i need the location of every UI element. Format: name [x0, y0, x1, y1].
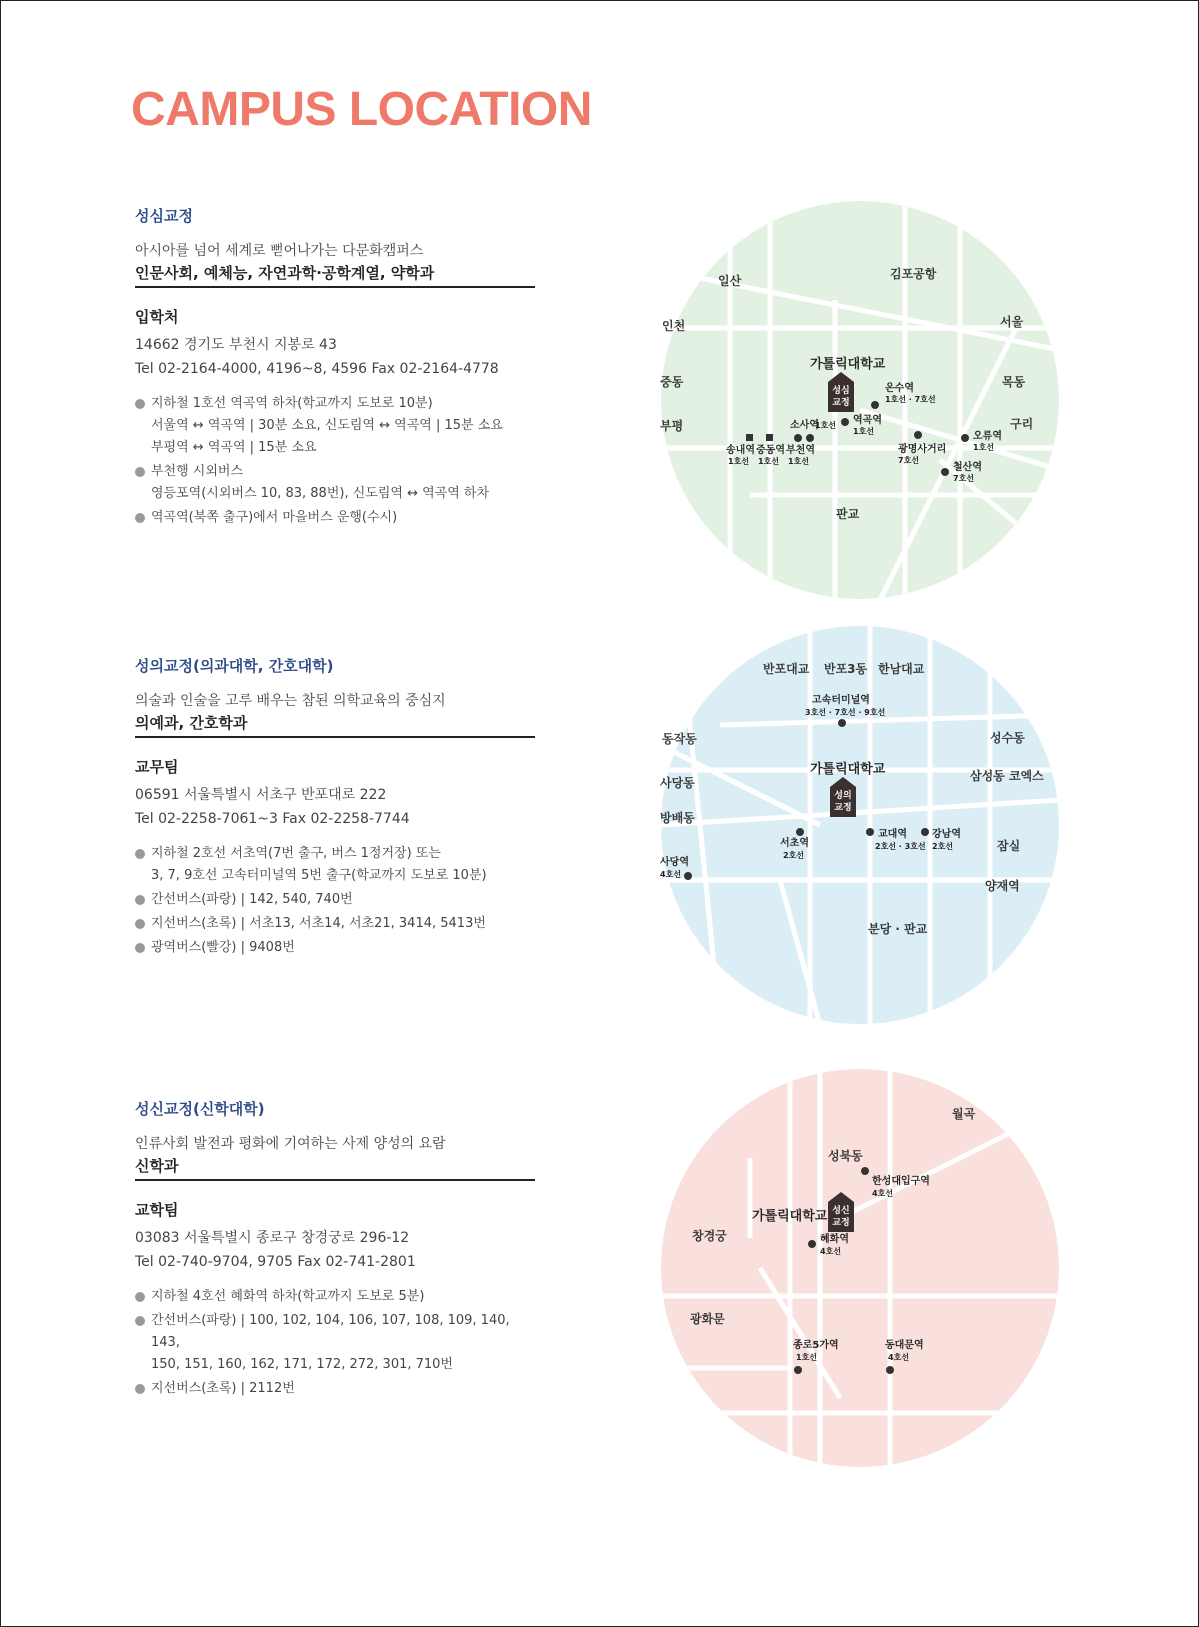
station-dot	[921, 828, 929, 836]
station-dot	[871, 401, 879, 409]
map-background	[661, 626, 1059, 1024]
place-label: 판교	[836, 507, 860, 521]
transport-item	[135, 913, 535, 935]
place-label: 구리	[1010, 417, 1034, 431]
station-name: 혜화역	[820, 1234, 849, 1245]
transport-main: 지하철 2호선 서초역(7번 출구, 버스 1정거장) 또는	[151, 846, 441, 861]
place-label: 인천	[662, 319, 686, 333]
place-label: 반포3동	[824, 662, 868, 676]
station-line: 7호선	[898, 456, 920, 465]
transport-main: 지하철 4호선 혜화역 하차(학교까지 도보로 5분)	[151, 1289, 425, 1304]
map-background	[661, 1069, 1059, 1467]
campus-description: 아시아를 넘어 세계로 뻗어나가는 다문화캠퍼스	[135, 243, 424, 259]
station-name: 부천역	[786, 445, 815, 456]
campus-name: 성심교정	[135, 207, 193, 225]
station-line: 1호선	[728, 457, 750, 466]
station-line: 1호선	[758, 457, 780, 466]
map-seongsin	[660, 1068, 1060, 1468]
campus-map-label: 가톨릭대학교	[810, 357, 886, 372]
station-line: 4호선	[660, 870, 682, 879]
place-label: 잠실	[997, 839, 1021, 853]
station-line: 7호선	[953, 474, 975, 483]
station-name: 서초역	[780, 838, 809, 849]
transport-main: 지선버스(초록) | 서초13, 서초14, 서초21, 3414, 5413번	[151, 916, 486, 931]
office-address: 06591 서울특별시 서초구 반포대로 222	[135, 787, 387, 803]
transport-list	[135, 393, 535, 529]
station-name: 철산역	[953, 462, 982, 473]
office-contact: Tel 02-740-9704, 9705 Fax 02-741-2801	[135, 1254, 416, 1270]
station-dot	[794, 434, 802, 442]
place-label: 일산	[718, 274, 742, 288]
transport-item	[135, 1310, 535, 1376]
place-label: 방배동	[660, 811, 695, 825]
transport-item	[135, 393, 535, 459]
station-dot	[808, 1240, 816, 1248]
transport-sub: 부평역 ↔ 역곡역 | 15분 소요	[151, 440, 317, 455]
campus-departments: 신학과	[135, 1155, 535, 1181]
station-dot	[961, 434, 969, 442]
station-name: 강남역	[932, 829, 961, 840]
campus-departments: 의예과, 간호학과	[135, 712, 535, 738]
map-seongsim	[660, 200, 1060, 600]
station-name: 온수역	[885, 383, 914, 394]
campus-marker-label: 교정	[832, 398, 850, 408]
place-label: 성수동	[990, 731, 1025, 745]
station-dot	[861, 1167, 869, 1175]
station-line: 2호선	[932, 842, 954, 851]
station-dot	[746, 434, 753, 441]
station-name: 교대역	[878, 829, 907, 840]
place-label: 목동	[1002, 375, 1026, 389]
transport-item	[135, 1378, 535, 1400]
station-line: 1호선	[973, 443, 995, 452]
station-name: 역곡역	[853, 415, 882, 426]
place-label: 사당동	[660, 776, 695, 790]
campus-marker-label: 성심	[832, 386, 850, 396]
place-label: 월곡	[952, 1107, 976, 1121]
campus-seongui	[135, 655, 535, 961]
office-address: 03083 서울특별시 종로구 창경궁로 296-12	[135, 1230, 410, 1246]
transport-item	[135, 843, 535, 887]
campus-description: 인류사회 발전과 평화에 기여하는 사제 양성의 요람	[135, 1136, 446, 1152]
place-label: 성북동	[828, 1149, 863, 1163]
transport-sub: 150, 151, 160, 162, 171, 172, 272, 301, 710번	[151, 1357, 453, 1372]
station-name: 광명사거리	[898, 444, 947, 455]
station-dot	[886, 1366, 894, 1374]
transport-item	[135, 937, 535, 959]
station-line: 1호선	[815, 421, 837, 430]
station-name: 소사역	[790, 420, 819, 431]
campus-map-label: 가톨릭대학교	[752, 1209, 828, 1224]
campus-marker-label: 교정	[832, 1218, 850, 1228]
station-dot	[841, 418, 849, 426]
place-label: 동작동	[662, 732, 697, 746]
transport-main: 지하철 1호선 역곡역 하차(학교까지 도보로 10분)	[151, 396, 433, 411]
station-dot	[684, 872, 692, 880]
station-name: 고속터미널역	[812, 695, 870, 706]
station-dot	[866, 828, 874, 836]
station-dot	[941, 468, 949, 476]
office-contact: Tel 02-2164-4000, 4196~8, 4596 Fax 02-2164-4778	[135, 361, 499, 377]
station-line: 4호선	[820, 1247, 842, 1256]
transport-sub: 3, 7, 9호선 고속터미널역 5번 출구(학교까지 도보로 10분)	[151, 868, 487, 883]
place-label: 광화문	[690, 1312, 725, 1326]
transport-list	[135, 843, 535, 959]
transport-main: 부천행 시외버스	[151, 464, 244, 479]
station-line: 4호선	[888, 1353, 910, 1362]
station-name: 중동역	[756, 445, 785, 456]
place-label: 반포대교	[763, 662, 810, 676]
station-line: 1호선	[853, 427, 875, 436]
station-name: 사당역	[660, 857, 689, 868]
office-name: 입학처	[135, 308, 179, 326]
station-name: 종로5가역	[793, 1340, 839, 1351]
station-line: 2호선 · 3호선	[875, 842, 926, 851]
station-dot	[806, 434, 814, 442]
transport-main: 간선버스(파랑) | 142, 540, 740번	[151, 892, 353, 907]
place-label: 부평	[660, 419, 684, 433]
place-label: 분당 · 판교	[868, 922, 928, 936]
station-name: 동대문역	[885, 1340, 924, 1351]
station-line: 4호선	[872, 1189, 894, 1198]
campus-marker-label: 성의	[834, 791, 852, 801]
campus-seongsin	[135, 1098, 535, 1402]
campus-map-label: 가톨릭대학교	[810, 762, 886, 777]
campus-seongsim	[135, 205, 535, 531]
transport-item	[135, 1286, 535, 1308]
office-address: 14662 경기도 부천시 지봉로 43	[135, 337, 337, 353]
campus-name: 성의교정(의과대학, 간호대학)	[135, 657, 334, 675]
campus-marker-label: 교정	[834, 803, 852, 813]
transport-main: 광역버스(빨강) | 9408번	[151, 940, 295, 955]
station-line: 3호선 · 7호선 · 9호선	[805, 708, 886, 717]
office-contact: Tel 02-2258-7061~3 Fax 02-2258-7744	[135, 811, 410, 827]
place-label: 삼성동 코엑스	[970, 769, 1044, 783]
place-label: 한남대교	[878, 662, 925, 676]
station-name: 오류역	[973, 431, 1002, 442]
place-label: 양재역	[985, 879, 1020, 893]
transport-sub: 서울역 ↔ 역곡역 | 30분 소요, 신도림역 ↔ 역곡역 | 15분 소요	[151, 418, 503, 433]
station-dot	[838, 719, 846, 727]
map-seongui	[660, 625, 1060, 1025]
station-line: 1호선	[796, 1353, 818, 1362]
place-label: 서울	[1000, 315, 1024, 329]
transport-main: 역곡역(북쪽 출구)에서 마을버스 운행(수시)	[151, 510, 398, 525]
office-name: 교무팀	[135, 758, 179, 776]
page-title: CAMPUS LOCATION	[131, 83, 592, 136]
transport-sub: 영등포역(시외버스 10, 83, 88번), 신도림역 ↔ 역곡역 하차	[151, 486, 490, 501]
transport-list	[135, 1286, 535, 1400]
transport-main: 지선버스(초록) | 2112번	[151, 1381, 295, 1396]
transport-item	[135, 889, 535, 911]
station-dot	[796, 828, 804, 836]
office-name: 교학팀	[135, 1201, 179, 1219]
transport-main: 간선버스(파랑) | 100, 102, 104, 106, 107, 108, 109, 140, 143,	[151, 1313, 510, 1350]
campus-name: 성신교정(신학대학)	[135, 1100, 265, 1118]
campus-marker-label: 성신	[832, 1206, 850, 1216]
map-background	[661, 201, 1059, 599]
station-dot	[914, 431, 922, 439]
place-label: 중동	[660, 375, 684, 389]
station-name: 송내역	[726, 445, 755, 456]
place-label: 김포공항	[890, 267, 937, 281]
campus-departments: 인문사회, 예체능, 자연과학·공학계열, 약학과	[135, 262, 535, 288]
station-dot	[766, 434, 773, 441]
station-line: 2호선	[783, 851, 805, 860]
station-dot	[794, 1366, 802, 1374]
station-line: 1호선 · 7호선	[885, 395, 936, 404]
transport-item	[135, 461, 535, 505]
transport-item	[135, 507, 535, 529]
station-name: 한성대입구역	[872, 1176, 930, 1187]
station-line: 1호선	[788, 457, 810, 466]
place-label: 창경궁	[692, 1229, 727, 1243]
campus-description: 의술과 인술을 고루 배우는 참된 의학교육의 중심지	[135, 693, 446, 709]
